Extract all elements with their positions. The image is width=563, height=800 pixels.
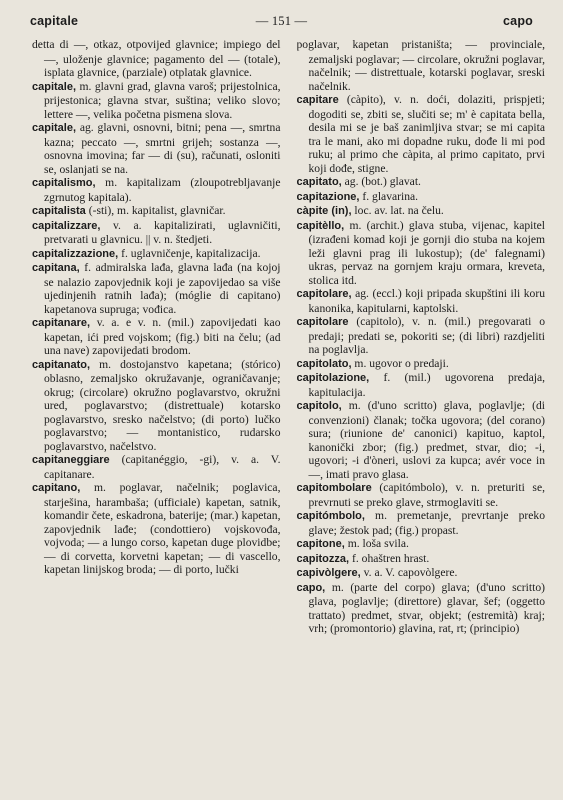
entry-definition: (capitolo), v. n. (mil.) pregovarati o predaji; predati se, pokoriti se; (di libri) razdjeliti na poglavlja. (308, 315, 545, 356)
dictionary-entry (32, 316, 281, 358)
dictionary-entry (32, 38, 281, 80)
entry-definition: m. dostojanstvo kapetana; (stórico) oblasno, zemaljsko okružavanje, ograničavanje; okrug; (circolare) okružno poglavarstvo, okružni ured, poglavarstvo; (distrettuale) kotarsko poglavarstvo, sresko načelstvo; (di porto) lučko poglavarstvo; — montanistico, rudarsko poglavarstvo, načelstvo. (44, 357, 281, 453)
entry-headword: capitalista (32, 205, 86, 217)
entry-headword: capitèllo, (296, 219, 345, 232)
entry-definition: f. uglavničenje, kapitalizacija. (121, 246, 261, 260)
entry-definition: loc. av. lat. na čelu. (354, 204, 444, 217)
header-right-guide-word: capo (503, 14, 533, 28)
entry-definition: m. ugovor o predaji. (354, 356, 449, 370)
entry-definition: detta di —, otkaz, otpovijed glavnice; impiego del —, uloženje glavnice; pagamento del — (totale), isplata glavnice, (parziale) otplatak glavnice. (32, 38, 281, 79)
dictionary-entry (32, 247, 281, 262)
entry-definition: m. (parte del corpo) glava; (d'uno scritto) glava, poglavlje; (direttore) glavar, šef; (oggetto trattato) predmet, stvar, objekt; (estremità) kraj; vrh; (promontorio) glavina, rat, rt; (principio) (308, 580, 545, 635)
entry-headword: capitana, (32, 262, 80, 274)
dictionary-entry (32, 481, 281, 577)
entry-definition: (capitanéggio, -gi), v. a. V. capitanare. (44, 453, 281, 481)
dictionary-entry (32, 453, 281, 481)
dictionary-entry (297, 581, 546, 636)
entry-headword: capitare (296, 94, 339, 106)
entry-headword: capitolare (296, 316, 349, 328)
entry-headword: capitolo, (296, 400, 342, 412)
dictionary-entry (297, 190, 546, 205)
left-column (32, 38, 281, 794)
entry-definition: f. (mil.) ugovorena predaja, kapitulacija. (308, 371, 545, 399)
dictionary-entry (297, 38, 546, 93)
entry-headword: capitómbolo, (296, 510, 365, 522)
entry-definition: (capitómbolo), v. n. preturiti se, prevrnuti se preko glave, strmoglaviti se. (308, 481, 545, 509)
dictionary-entry (32, 219, 281, 247)
entry-definition: m. kapitalizam (zloupotrebljavanje zgrnutog kapitala). (44, 176, 281, 204)
dictionary-entry (297, 399, 546, 481)
dictionary-entry (297, 537, 546, 552)
entry-definition: m. poglavar, načelnik; poglavica, starješina, harambaša; (ufficiale) kapetan, satnik, komandir čete, eskadrona, baterije; (mar.) kapetan, zapovjednik lađe; (condottiero) vojskovođa, vojvoda; — a lungo corso, kapetan duge plovidbe; — di corvetta, korvetni kapetan; — di vascello, kapetan linijskog broda; — di porto, lučki (44, 481, 281, 576)
text-columns (32, 38, 545, 794)
dictionary-entry (297, 481, 546, 509)
dictionary-entry (297, 93, 546, 175)
header-left-guide-word: capitale (30, 14, 79, 28)
entry-headword: capitalizzazione, (32, 247, 119, 260)
entry-headword: capitanare, (32, 317, 91, 329)
entry-headword: capitalizzare, (32, 219, 101, 232)
entry-headword: capitozza, (296, 552, 350, 565)
entry-headword: capitanato, (32, 358, 91, 371)
dictionary-entry (297, 175, 546, 190)
entry-headword: capitazione, (296, 190, 360, 203)
entry-definition: v. a. V. capovòlgere. (363, 566, 458, 579)
entry-definition: v. a. e v. n. (mil.) zapovijedati kao kapetan, ići pred vojskom; (fig.) biti na čelu; (ad una nave) zapovijedati brodom. (44, 316, 281, 357)
entry-definition: m. loša svila. (347, 537, 409, 550)
entry-definition: ag. (bot.) glavat. (344, 175, 421, 188)
entry-headword: capitolazione, (296, 372, 370, 384)
entry-headword: càpite (in), (296, 205, 352, 217)
dictionary-entry (297, 287, 546, 315)
entry-headword: capitombolare (296, 482, 372, 494)
dictionary-entry (32, 176, 281, 204)
entry-definition: (càpito), v. n. doći, dolaziti, prispjeti; dogoditi se, zbiti se, slučiti se; m' è capitata bella, desila mi se je baš zanimljiva stvar; se mi capita tra le mani, ako mi dopadne ruku, dođe li mi pod ruku; al primo che càpita, al primo capitato, prvi koji dođe, stigne. (308, 93, 545, 175)
entry-headword: capitaneggiare (32, 454, 110, 466)
entry-headword: capitano, (32, 482, 81, 494)
page-number: — 151 — (255, 14, 308, 28)
entry-definition: poglavar, kapetan pristaništa; — provinciale, zemaljski poglavar; — circolare, okružni poglavar, načelnik; — distrettuale, kotarski poglavar, sreski načelnik. (296, 38, 545, 93)
dictionary-entry (297, 357, 546, 372)
entry-headword: capitone, (296, 538, 345, 550)
entry-definition: m. glavni grad, glavna varoš; prijestolnica, prijestonica; glavna stvar, suština; veliko slovo; lettere —, velika početna pismena slova. (44, 79, 281, 121)
dictionary-entry (297, 566, 546, 581)
right-column (297, 38, 546, 794)
entry-headword: capitale, (32, 80, 77, 93)
entry-headword: capitato, (296, 176, 342, 188)
dictionary-entry (32, 80, 281, 122)
entry-definition: m. premetanje, prevrtanje preko glave; žestok pad; (fig.) propast. (308, 509, 545, 537)
dictionary-entry (297, 219, 546, 288)
entry-headword: capivòlgere, (296, 567, 361, 579)
entry-definition: v. a. kapitalizirati, uglavničiti, pretvarati u glavnicu. || v. n. štedjeti. (44, 218, 281, 246)
dictionary-entry (32, 261, 281, 316)
entry-definition: m. (archit.) glava stuba, vijenac, kapitel (izrađeni komad koji je gornji dio stuba na kojem leži glavni prag ili lukostup); (de' falegnami) ukras, pervaz na gornjem kraju ormara, kreveta, stolica itd. (308, 218, 545, 287)
dictionary-entry (297, 509, 546, 537)
dictionary-entry (297, 552, 546, 567)
entry-headword: capo, (296, 581, 326, 594)
entry-headword: capitalismo, (32, 177, 96, 189)
entry-definition: m. (d'uno scritto) glava, poglavlje; (di convenzioni) članak; točka ugovora; (del corano) sura; (riunione de' canonici) kapituo, kaptol, kanonički zbor; (fig.) predmet, stvar, dio; -i, ugovori; -i d'òneri, uslovi za kupca; avér voce in —, imati pravo glasa. (308, 399, 545, 481)
entry-definition: ag. glavni, osnovni, bitni; pena —, smrtna kazna; peccato —, smrtni grijeh; sostanza —, osnovna imovina; far — di (su), računati, osloniti se, oslanjati se na. (44, 121, 281, 176)
dictionary-entry (32, 121, 281, 176)
entry-headword: capitale, (32, 122, 77, 134)
dictionary-entry (32, 204, 281, 219)
entry-definition: f. glavarina. (362, 189, 419, 203)
entry-definition: ag. (eccl.) koji pripada skupštini ili koru kanonika, kapitularni, kaptolski. (308, 287, 545, 315)
entry-definition: f. ohaštren hrast. (351, 551, 430, 565)
dictionary-entry (297, 315, 546, 357)
dictionary-entry (297, 204, 546, 219)
entry-headword: capitolato, (296, 357, 352, 370)
dictionary-entry (297, 371, 546, 399)
entry-definition: f. admiralska lađa, glavna lađa (na kojoj se nalazio zapovjednik koji je zapovijedao sa više ujedinjenih ratnih lađa); (móglie di capitano) kapetanova supruga; vođica. (44, 261, 281, 316)
dictionary-entry (32, 358, 281, 454)
page-header (30, 14, 533, 34)
entry-headword: capitolare, (296, 288, 352, 300)
entry-definition: (-sti), m. kapitalist, glavničar. (88, 204, 226, 217)
